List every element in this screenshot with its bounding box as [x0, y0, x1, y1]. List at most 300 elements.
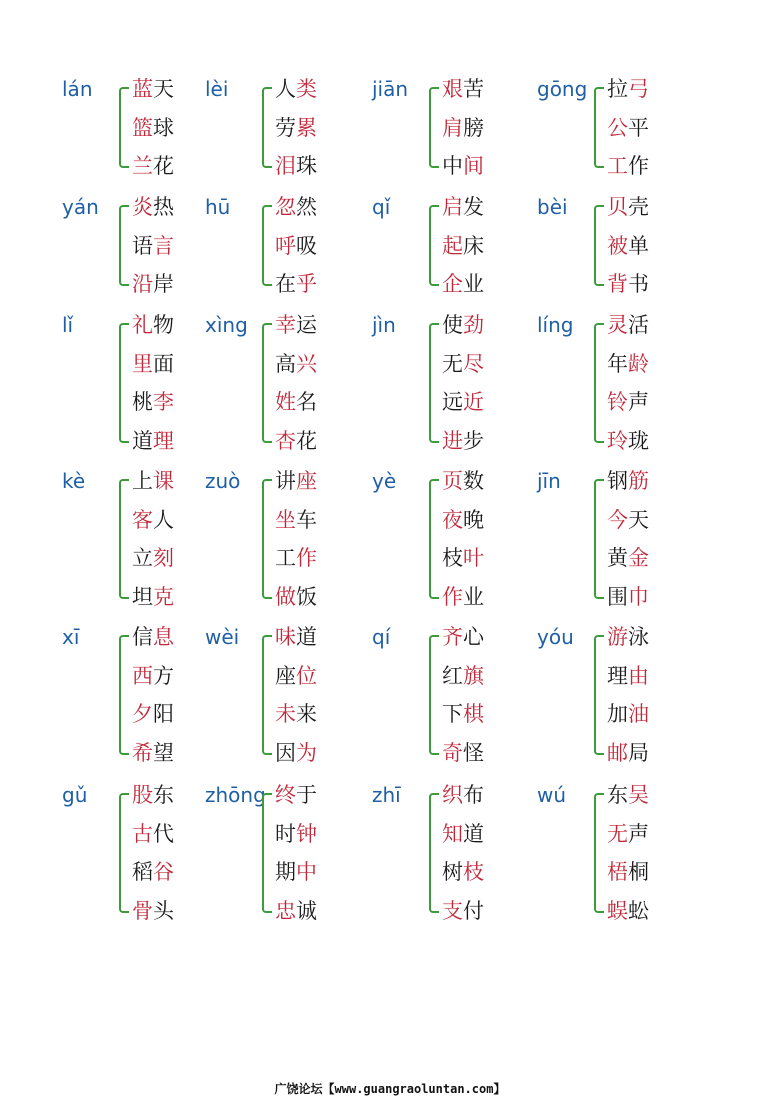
group-bracket [262, 793, 272, 913]
highlighted-character: 西 [132, 663, 153, 688]
group-bracket [119, 323, 129, 443]
character: 于 [296, 783, 317, 807]
word-list [275, 624, 317, 778]
word-list [607, 782, 649, 936]
word-list [442, 624, 484, 778]
character: 来 [296, 702, 317, 726]
character: 怪 [463, 740, 484, 765]
highlighted-character: 筋 [628, 469, 649, 493]
highlighted-character: 篮 [132, 115, 153, 140]
character: 泳 [628, 625, 649, 649]
highlighted-character: 类 [296, 77, 317, 101]
word-item [607, 701, 649, 740]
character: 道 [296, 625, 317, 649]
word-item [132, 701, 174, 740]
highlighted-character: 未 [275, 702, 296, 726]
word-item [132, 233, 174, 272]
character: 平 [628, 115, 649, 140]
highlighted-character: 李 [153, 390, 174, 414]
character: 蚣 [628, 898, 649, 923]
word-item [607, 351, 649, 390]
word-item [132, 898, 174, 937]
character: 工 [275, 546, 296, 570]
word-item [275, 859, 317, 898]
word-item [442, 701, 484, 740]
group-bracket [594, 205, 604, 286]
highlighted-character: 沿 [132, 272, 153, 296]
highlighted-character: 今 [607, 507, 628, 532]
highlighted-character: 金 [628, 546, 649, 570]
word-item [607, 663, 649, 702]
character: 饭 [296, 584, 317, 609]
word-item [132, 194, 174, 233]
pinyin-label: yán [62, 195, 99, 219]
word-item [132, 859, 174, 898]
word-item [607, 468, 649, 507]
character: 声 [628, 390, 649, 414]
word-item [132, 115, 174, 154]
word-item [275, 898, 317, 937]
character: 桐 [628, 860, 649, 884]
word-item [132, 76, 174, 115]
highlighted-character: 希 [132, 740, 153, 765]
group-bracket [119, 87, 129, 168]
highlighted-character: 终 [275, 783, 296, 807]
character: 理 [607, 663, 628, 688]
group-bracket [594, 635, 604, 755]
word-item [275, 701, 317, 740]
group-bracket [262, 479, 272, 599]
word-item [607, 153, 649, 192]
highlighted-character: 作 [296, 546, 317, 570]
highlighted-character: 启 [442, 195, 463, 219]
word-list [442, 194, 484, 310]
word-item [132, 312, 174, 351]
highlighted-character: 铃 [607, 390, 628, 414]
group-bracket [119, 635, 129, 755]
character: 上 [132, 469, 153, 493]
word-item [275, 233, 317, 272]
group-bracket [594, 323, 604, 443]
group-bracket [429, 205, 439, 286]
word-item [607, 76, 649, 115]
character: 枝 [442, 546, 463, 570]
character: 方 [153, 663, 174, 688]
group-bracket [594, 87, 604, 168]
highlighted-character: 兰 [132, 154, 153, 178]
character: 时 [275, 821, 296, 846]
pinyin-label: xìng [205, 313, 248, 337]
highlighted-character: 忽 [275, 195, 296, 219]
character: 中 [442, 154, 463, 178]
word-item [132, 821, 174, 860]
word-item [275, 468, 317, 507]
word-list [607, 624, 649, 778]
word-item [442, 782, 484, 821]
word-item [442, 389, 484, 428]
group-bracket [429, 793, 439, 913]
character: 诚 [296, 898, 317, 923]
word-list [607, 468, 649, 622]
highlighted-character: 做 [275, 584, 296, 609]
word-item [442, 507, 484, 546]
word-list [607, 312, 649, 466]
highlighted-character: 棋 [463, 702, 484, 726]
word-item [442, 468, 484, 507]
character: 苦 [463, 77, 484, 101]
highlighted-character: 由 [628, 663, 649, 688]
group-bracket [594, 479, 604, 599]
character: 付 [463, 898, 484, 923]
word-item [275, 584, 317, 623]
word-item [607, 271, 649, 310]
pinyin-label: bèi [537, 195, 568, 219]
word-list [442, 468, 484, 622]
character: 道 [132, 428, 153, 453]
character: 期 [275, 860, 296, 884]
word-item [442, 740, 484, 779]
word-item [607, 233, 649, 272]
character: 面 [153, 351, 174, 376]
pinyin-label: xī [62, 625, 80, 649]
word-list [442, 782, 484, 936]
character: 热 [153, 195, 174, 219]
character: 壳 [628, 195, 649, 219]
character: 书 [628, 272, 649, 296]
character: 东 [153, 783, 174, 807]
pinyin-label: yè [372, 469, 397, 493]
character: 立 [132, 546, 153, 570]
highlighted-character: 无 [607, 821, 628, 846]
highlighted-character: 息 [153, 625, 174, 649]
character: 数 [463, 469, 484, 493]
pinyin-label: wèi [205, 625, 240, 649]
character: 语 [132, 233, 153, 258]
character: 东 [607, 783, 628, 807]
character: 单 [628, 233, 649, 258]
highlighted-character: 公 [607, 115, 628, 140]
highlighted-character: 礼 [132, 313, 153, 337]
highlighted-character: 累 [296, 115, 317, 140]
character: 作 [628, 154, 649, 178]
highlighted-character: 克 [153, 584, 174, 609]
character: 钢 [607, 469, 628, 493]
highlighted-character: 叶 [463, 546, 484, 570]
word-item [275, 545, 317, 584]
character: 望 [153, 740, 174, 765]
highlighted-character: 油 [628, 702, 649, 726]
word-item [442, 545, 484, 584]
highlighted-character: 玲 [607, 428, 628, 453]
highlighted-character: 枝 [463, 860, 484, 884]
character: 晚 [463, 507, 484, 532]
word-item [607, 428, 649, 467]
pinyin-label: lèi [205, 77, 229, 101]
word-item [275, 428, 317, 467]
highlighted-character: 骨 [132, 898, 153, 923]
highlighted-character: 理 [153, 428, 174, 453]
character: 花 [296, 428, 317, 453]
group-bracket [429, 87, 439, 168]
character: 人 [153, 507, 174, 532]
pinyin-label: yóu [537, 625, 574, 649]
highlighted-character: 被 [607, 233, 628, 258]
word-item [275, 821, 317, 860]
word-list [442, 312, 484, 466]
word-item [275, 194, 317, 233]
highlighted-character: 里 [132, 351, 153, 376]
highlighted-character: 客 [132, 507, 153, 532]
character: 吸 [296, 233, 317, 258]
character: 讲 [275, 469, 296, 493]
word-list [275, 782, 317, 936]
highlighted-character: 言 [153, 233, 174, 258]
group-bracket [119, 479, 129, 599]
group-bracket [119, 793, 129, 913]
character: 拉 [607, 77, 628, 101]
character: 心 [463, 625, 484, 649]
character: 道 [463, 821, 484, 846]
character: 无 [442, 351, 463, 376]
group-bracket [262, 635, 272, 755]
character: 布 [463, 783, 484, 807]
word-list [132, 194, 174, 310]
group-bracket [429, 479, 439, 599]
character: 坦 [132, 584, 153, 609]
word-item [607, 507, 649, 546]
highlighted-character: 炎 [132, 195, 153, 219]
highlighted-character: 古 [132, 821, 153, 846]
word-item [132, 782, 174, 821]
character: 高 [275, 351, 296, 376]
highlighted-character: 弓 [628, 77, 649, 101]
highlighted-character: 邮 [607, 740, 628, 765]
word-item [442, 624, 484, 663]
highlighted-character: 齐 [442, 625, 463, 649]
character: 花 [153, 154, 174, 178]
word-item [132, 545, 174, 584]
highlighted-character: 杏 [275, 428, 296, 453]
character: 步 [463, 428, 484, 453]
highlighted-character: 泪 [275, 154, 296, 178]
word-item [275, 663, 317, 702]
highlighted-character: 作 [442, 584, 463, 609]
character: 名 [296, 390, 317, 414]
highlighted-character: 灵 [607, 313, 628, 337]
word-item [275, 153, 317, 192]
pinyin-label: jiān [372, 77, 409, 101]
character: 劳 [275, 115, 296, 140]
word-item [442, 584, 484, 623]
word-item [132, 428, 174, 467]
group-bracket [429, 635, 439, 755]
word-item [442, 76, 484, 115]
highlighted-character: 夕 [132, 702, 153, 726]
highlighted-character: 巾 [628, 584, 649, 609]
pinyin-label: líng [537, 313, 574, 337]
character: 然 [296, 195, 317, 219]
highlighted-character: 奇 [442, 740, 463, 765]
group-bracket [429, 323, 439, 443]
word-item [275, 271, 317, 310]
highlighted-character: 工 [607, 154, 628, 178]
character: 珑 [628, 428, 649, 453]
word-item [442, 312, 484, 351]
word-item [132, 153, 174, 192]
character: 黄 [607, 546, 628, 570]
highlighted-character: 味 [275, 625, 296, 649]
character: 桃 [132, 390, 153, 414]
word-item [132, 468, 174, 507]
highlighted-character: 座 [296, 469, 317, 493]
highlighted-character: 劲 [463, 313, 484, 337]
character: 阳 [153, 702, 174, 726]
word-item [607, 312, 649, 351]
highlighted-character: 幸 [275, 313, 296, 337]
word-item [275, 312, 317, 351]
pinyin-label: hū [205, 195, 231, 219]
pinyin-label: qǐ [372, 195, 391, 219]
character: 岸 [153, 272, 174, 296]
group-bracket [262, 205, 272, 286]
highlighted-character: 尽 [463, 351, 484, 376]
word-list [607, 76, 649, 192]
word-item [442, 233, 484, 272]
highlighted-character: 呼 [275, 233, 296, 258]
character: 远 [442, 390, 463, 414]
word-item [442, 271, 484, 310]
word-list [132, 76, 174, 192]
group-bracket [594, 793, 604, 913]
character: 下 [442, 702, 463, 726]
highlighted-character: 肩 [442, 115, 463, 140]
word-item [442, 351, 484, 390]
pinyin-label: gǔ [62, 783, 88, 807]
word-item [607, 782, 649, 821]
highlighted-character: 坐 [275, 507, 296, 532]
word-list [132, 468, 174, 622]
highlighted-character: 旗 [463, 663, 484, 688]
pinyin-label: zhōng [205, 783, 266, 807]
word-list [275, 194, 317, 310]
word-item [132, 271, 174, 310]
highlighted-character: 知 [442, 821, 463, 846]
word-item [132, 351, 174, 390]
word-item [275, 507, 317, 546]
highlighted-character: 兴 [296, 351, 317, 376]
highlighted-character: 为 [296, 740, 317, 765]
word-item [275, 624, 317, 663]
word-item [275, 115, 317, 154]
word-item [442, 115, 484, 154]
highlighted-character: 起 [442, 233, 463, 258]
word-list [275, 76, 317, 192]
character: 代 [153, 821, 174, 846]
character: 物 [153, 313, 174, 337]
footer-source: 广饶论坛【www.guangraoluntan.com】 [274, 1082, 506, 1096]
highlighted-character: 夜 [442, 507, 463, 532]
character: 座 [275, 663, 296, 688]
highlighted-character: 页 [442, 469, 463, 493]
word-list [132, 624, 174, 778]
word-item [442, 194, 484, 233]
word-item [442, 898, 484, 937]
word-item [132, 389, 174, 428]
highlighted-character: 蜈 [607, 898, 628, 923]
word-list [132, 312, 174, 466]
word-item [132, 663, 174, 702]
highlighted-character: 企 [442, 272, 463, 296]
word-item [442, 428, 484, 467]
highlighted-character: 织 [442, 783, 463, 807]
character: 珠 [296, 154, 317, 178]
highlighted-character: 龄 [628, 351, 649, 376]
word-item [442, 821, 484, 860]
word-item [442, 663, 484, 702]
word-item [275, 389, 317, 428]
character: 在 [275, 272, 296, 296]
highlighted-character: 股 [132, 783, 153, 807]
word-item [607, 821, 649, 860]
word-list [442, 76, 484, 192]
pinyin-label: zhī [372, 783, 401, 807]
character: 因 [275, 740, 296, 765]
character: 红 [442, 663, 463, 688]
character: 运 [296, 313, 317, 337]
character: 局 [628, 740, 649, 765]
word-list [132, 782, 174, 936]
word-item [132, 584, 174, 623]
character: 车 [296, 507, 317, 532]
word-item [607, 740, 649, 779]
highlighted-character: 谷 [153, 860, 174, 884]
word-item [275, 351, 317, 390]
character: 活 [628, 313, 649, 337]
pinyin-label: qí [372, 625, 391, 649]
word-item [442, 859, 484, 898]
character: 稻 [132, 860, 153, 884]
pinyin-label: wú [537, 783, 567, 807]
word-item [132, 507, 174, 546]
pinyin-label: gōng [537, 77, 588, 101]
character: 天 [153, 77, 174, 101]
highlighted-character: 游 [607, 625, 628, 649]
highlighted-character: 乎 [296, 272, 317, 296]
highlighted-character: 艰 [442, 77, 463, 101]
highlighted-character: 近 [463, 390, 484, 414]
highlighted-character: 钟 [296, 821, 317, 846]
group-bracket [119, 205, 129, 286]
pinyin-label: kè [62, 469, 86, 493]
highlighted-character: 吴 [628, 783, 649, 807]
highlighted-character: 姓 [275, 390, 296, 414]
highlighted-character: 蓝 [132, 77, 153, 101]
word-item [132, 624, 174, 663]
character: 围 [607, 584, 628, 609]
highlighted-character: 梧 [607, 860, 628, 884]
word-item [607, 624, 649, 663]
highlighted-character: 忠 [275, 898, 296, 923]
character: 床 [463, 233, 484, 258]
character: 年 [607, 351, 628, 376]
highlighted-character: 位 [296, 663, 317, 688]
character: 业 [463, 272, 484, 296]
pinyin-label: lán [62, 77, 93, 101]
highlighted-character: 进 [442, 428, 463, 453]
character: 加 [607, 702, 628, 726]
highlighted-character: 中 [296, 860, 317, 884]
word-list [607, 194, 649, 310]
